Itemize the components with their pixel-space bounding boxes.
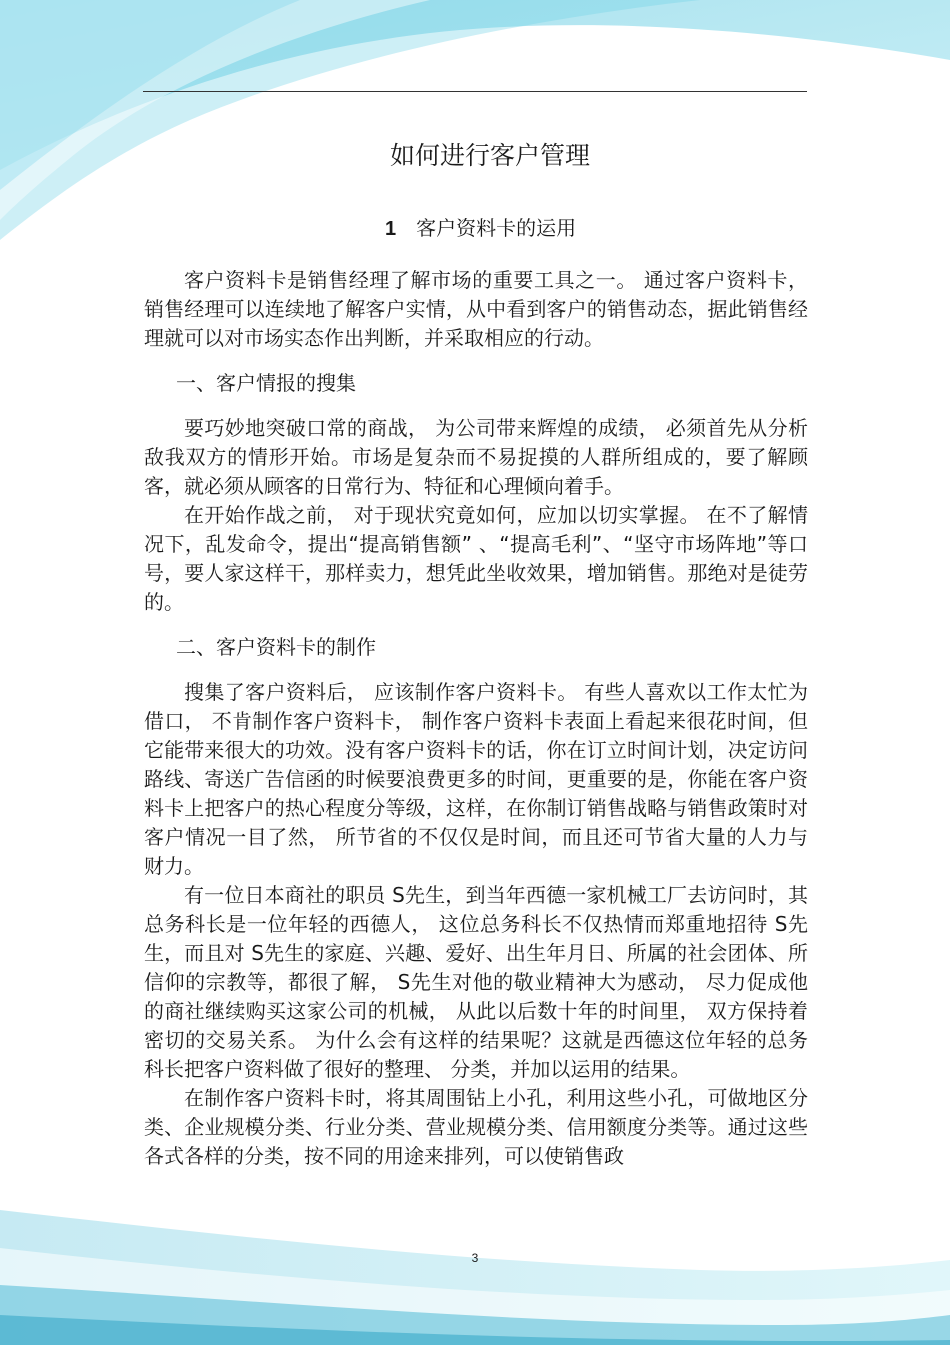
section-number: 1 <box>385 218 397 240</box>
paragraph-1b: 在开始作战之前， 对于现状究竟如何，应加以切实掌握。 在不了解情况下，乱发命令，提出“提高销售额” 、“提高毛利”、“坚守市场阵地”等口号，要人家这样干，那样卖力，想凭此坐收效果，增加销售。那绝对是徒劳的。 <box>144 503 808 614</box>
header-rule <box>143 91 807 92</box>
intro-paragraph: 客户资料卡是销售经理了解市场的重要工具之一。 通过客户资料卡，销售经理可以连续地了解客户实情，从中看到客户的销售动态，据此销售经理就可以对市场实态作出判断，并采取相应的行动。 <box>144 268 808 350</box>
paragraph-1a: 要巧妙地突破口常的商战， 为公司带来辉煌的成绩， 必须首先从分析敌我双方的情形开始。市场是复杂而不易捉摸的人群所组成的，要了解顾客，就必须从顾客的日常行为、特征和心理倾向着手。 <box>144 416 808 498</box>
section-heading <box>385 212 576 241</box>
paragraph-2b: 有一位日本商社的职员 S先生，到当年西德一家机械工厂去访问时，其总务科长是一位年轻的西德人， 这位总务科长不仅热情而郑重地招待 S先生，而且对 S先生的家庭、兴趣、爱好、出生年月日、所属的社会团体、所信仰的宗教等，都很了解， S先生对他的敬业精神大为感动， 尽力促成他的商社继续购买这家公司的机械， 从此以后数十年的时间里， 双方保持着密切的交易关系。 为什么会有这样的结果呢？这就是西德这位年轻的总务科长把客户资料做了很好的整理、 分类，并加以运用的结果。 <box>144 883 808 1081</box>
page-number: 3 <box>471 1251 479 1265</box>
section-title: 客户资料卡的运用 <box>416 216 577 240</box>
document-body <box>144 266 808 1171</box>
paragraph-2c: 在制作客户资料卡时，将其周围钻上小孔，利用这些小孔，可做地区分类、企业规模分类、行业分类、营业规模分类、信用额度分类等。通过这些各式各样的分类，按不同的用途来排列，可以使销售政 <box>144 1086 808 1168</box>
document-title: 如何进行客户管理 <box>389 141 590 170</box>
heading-card-making: 二、客户资料卡的制作 <box>176 635 376 659</box>
heading-information-gathering: 一、客户情报的搜集 <box>176 371 356 395</box>
paragraph-2a: 搜集了客户资料后， 应该制作客户资料卡。 有些人喜欢以工作太忙为借口， 不肯制作客户资料卡， 制作客户资料卡表面上看起来很花时间，但它能带来很大的功效。没有客户资料卡的话，你在订立时间计划，决定访问路线、寄送广告信函的时候要浪费更多的时间，更重要的是，你能在客户资料卡上把客户的热心程度分等级，这样，在你制订销售战略与销售政策时对客户情况一目了然， 所节省的不仅仅是时间，而且还可节省大量的人力与财力。 <box>144 680 808 878</box>
